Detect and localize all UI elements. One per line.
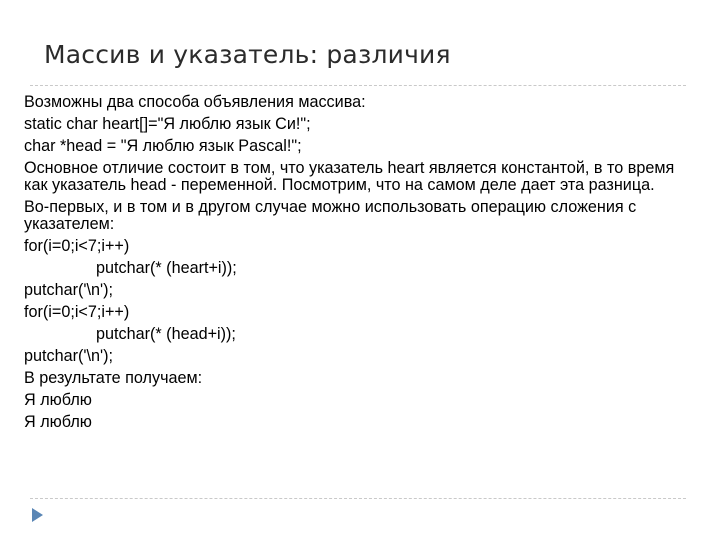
title-divider (30, 85, 686, 86)
slide-body (24, 94, 690, 431)
code-line: static char heart[]="Я люблю язык Си!"; (24, 115, 311, 133)
code-line: for(i=0;i<7;i++) (24, 237, 130, 255)
slide-title: Массив и указатель: различия (44, 40, 451, 69)
text-paragraph: Основное отличие состоит в том, что указатель heart является константой, в то время как указатель head - переменной. Посмотрим, что на самом деле дает эта разница. (24, 159, 675, 194)
text-line: Возможны два способа объявления массива: (24, 93, 366, 111)
text-paragraph: Во-первых, и в том и в другом случае можно использовать операцию сложения с указателем: (24, 198, 637, 233)
text-line: В результате получаем: (24, 369, 203, 387)
code-line: putchar('\n'); (24, 347, 113, 365)
code-line: putchar(* (heart+i)); (96, 259, 237, 277)
footer-divider (30, 498, 686, 499)
triangle-right-icon (32, 508, 43, 522)
output-line: Я люблю (24, 413, 92, 431)
code-line: for(i=0;i<7;i++) (24, 303, 130, 321)
code-line: putchar(* (head+i)); (96, 325, 236, 343)
code-line: char *head = "Я люблю язык Pascal!"; (24, 137, 302, 155)
code-line: putchar('\n'); (24, 281, 113, 299)
output-line: Я люблю (24, 391, 92, 409)
